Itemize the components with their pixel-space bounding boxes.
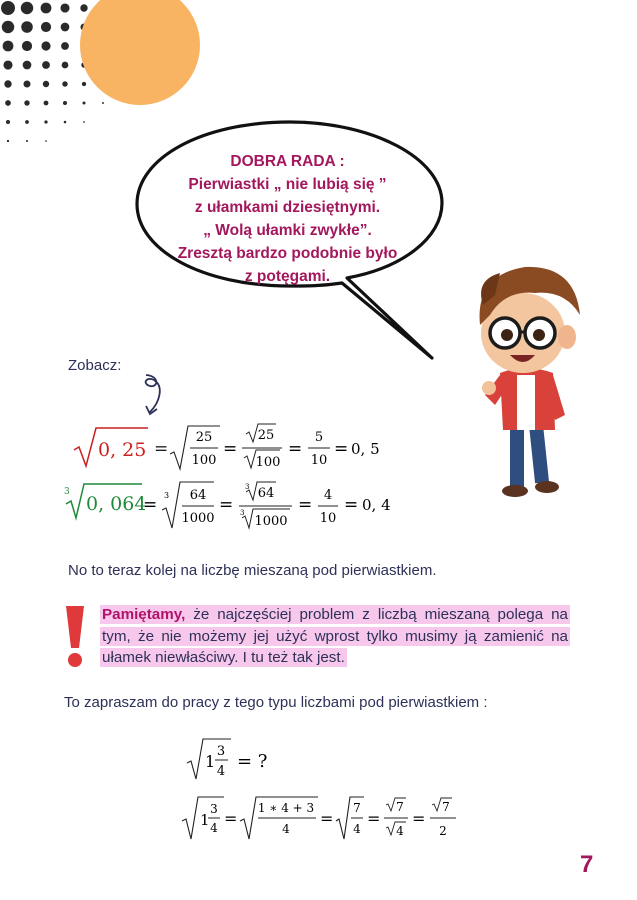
task-den: 4 — [216, 764, 226, 779]
sol-f3-num: 7 — [396, 800, 404, 814]
ex2-frac1-num: 64 — [189, 488, 207, 503]
ex2-frac3-den: 10 — [319, 511, 337, 526]
ex2-index: 3 — [64, 487, 70, 497]
sol-den: 4 — [210, 821, 218, 835]
svg-text:=: = — [288, 439, 303, 459]
bubble-line: Zresztą bardzo podobnie było — [177, 245, 398, 262]
halftone-dot — [61, 23, 70, 32]
reminder-note — [100, 604, 570, 669]
halftone-dot — [62, 81, 67, 86]
bubble-line: Pierwiastki „ nie lubią się ” — [188, 176, 387, 193]
ex2-frac2-den: 1000 — [254, 514, 288, 529]
halftone-dot — [43, 81, 49, 87]
halftone-dot — [44, 101, 49, 106]
sol-f2-den: 4 — [353, 822, 361, 836]
halftone-dot — [45, 140, 47, 142]
sol-f4-den: 2 — [439, 824, 447, 838]
svg-text:=: = — [344, 495, 359, 515]
halftone-dot — [64, 121, 67, 124]
svg-text:=: = — [367, 809, 381, 828]
svg-text:=: = — [320, 809, 334, 828]
sol-f2-num: 7 — [353, 801, 361, 815]
mixed-number-intro: No to teraz kolej na liczbę mieszaną pod pierwiastkiem. — [68, 562, 437, 579]
halftone-dot — [22, 41, 32, 51]
halftone-dot — [82, 82, 86, 86]
task-whole: 1 — [205, 752, 216, 771]
sol-num: 3 — [210, 802, 218, 816]
halftone-dot — [102, 102, 104, 104]
ex1-frac3-num: 5 — [314, 430, 324, 445]
bubble-line: z ułamkami dziesiętnymi. — [194, 199, 381, 216]
reminder-body: że najczęściej problem z liczbą mieszaną polega na tym, że nie możemy jej użyć wprost tylko musimy ją zamienić na ułamek niewłaściwy. I tu też tak jest. — [102, 606, 568, 666]
halftone-dot — [3, 60, 12, 69]
halftone-dot — [24, 100, 29, 105]
halftone-dot — [3, 41, 14, 52]
halftone-dot — [6, 120, 10, 124]
bubble-line: z potęgami. — [244, 268, 331, 285]
svg-text:=: = — [298, 495, 313, 515]
halftone-dot — [21, 21, 33, 33]
svg-text:=: = — [219, 495, 234, 515]
ex1-result: 0, 5 — [351, 440, 380, 458]
curly-arrow-icon — [138, 372, 166, 420]
ex2-frac2-den-index: 3 — [240, 509, 245, 517]
example-square-root — [70, 420, 390, 476]
cartoon-boy-illustration — [455, 245, 595, 505]
ex2-result: 0, 4 — [362, 496, 391, 514]
svg-text:=: = — [224, 809, 238, 828]
solution-expression — [180, 793, 470, 845]
ex2-frac3-num: 4 — [323, 488, 333, 503]
svg-text:=: = — [154, 439, 169, 459]
bubble-line: „ Wolą ułamki zwykłe”. — [203, 222, 372, 239]
halftone-dot — [21, 2, 33, 14]
svg-text:=: = — [223, 439, 238, 459]
sol-whole: 1 — [200, 811, 210, 829]
ex1-frac1-den: 100 — [191, 453, 217, 468]
bubble-text — [160, 150, 415, 288]
ex2-frac2-num: 64 — [257, 486, 275, 501]
halftone-dot — [60, 3, 69, 12]
bubble-line: DOBRA RADA : — [230, 153, 345, 170]
halftone-dot — [83, 121, 85, 123]
halftone-dot — [25, 120, 29, 124]
halftone-dot — [41, 22, 51, 32]
halftone-dot — [5, 100, 11, 106]
halftone-dot — [23, 80, 30, 87]
svg-text:=: = — [412, 809, 426, 828]
invite-text: To zapraszam do pracy z tego typu liczbami pod pierwiastkiem : — [64, 694, 488, 711]
halftone-dot — [62, 62, 69, 69]
halftone-dot — [80, 4, 87, 11]
page-number: 7 — [580, 851, 594, 878]
halftone-dot — [2, 21, 14, 33]
halftone-dot — [23, 61, 32, 70]
halftone-dot — [1, 1, 15, 15]
ex1-frac3-den: 10 — [310, 453, 328, 468]
task-expression — [185, 735, 285, 783]
halftone-dot — [63, 101, 67, 105]
halftone-dot — [41, 3, 52, 14]
reminder-keyword: Pamiętamy, — [102, 606, 186, 623]
halftone-dot — [44, 120, 47, 123]
reminder-highlight — [100, 605, 570, 667]
halftone-dot — [42, 61, 50, 69]
halftone-dot — [4, 80, 11, 87]
halftone-dot — [26, 140, 28, 142]
sol-f3-den: 4 — [396, 824, 404, 838]
exclamation-icon — [62, 604, 88, 668]
ex1-frac2-den: 100 — [255, 455, 281, 470]
ex1-frac1-num: 25 — [195, 430, 213, 445]
ex2-radicand: 0, 064 — [86, 493, 147, 515]
halftone-dot — [61, 42, 69, 50]
sol-expr-num: 1 ∗ 4 + 3 — [257, 801, 315, 815]
svg-text:=: = — [334, 439, 349, 459]
example-cube-root — [62, 478, 392, 534]
ex2-frac1-den: 1000 — [181, 511, 215, 526]
task-question: = ? — [237, 751, 268, 772]
halftone-dot — [41, 41, 50, 50]
svg-text:=: = — [143, 495, 158, 515]
ex2-frac1-index: 3 — [164, 491, 170, 500]
ex1-frac2-num: 25 — [257, 428, 275, 443]
halftone-dot — [82, 101, 85, 104]
ex2-frac2-num-index: 3 — [245, 483, 250, 491]
halftone-dot — [7, 140, 9, 142]
sol-f4-num: 7 — [442, 800, 450, 814]
ex1-radicand: 0, 25 — [98, 439, 147, 461]
see-label: Zobacz: — [68, 357, 122, 374]
task-num: 3 — [216, 744, 226, 759]
sol-expr-den: 4 — [282, 822, 290, 836]
